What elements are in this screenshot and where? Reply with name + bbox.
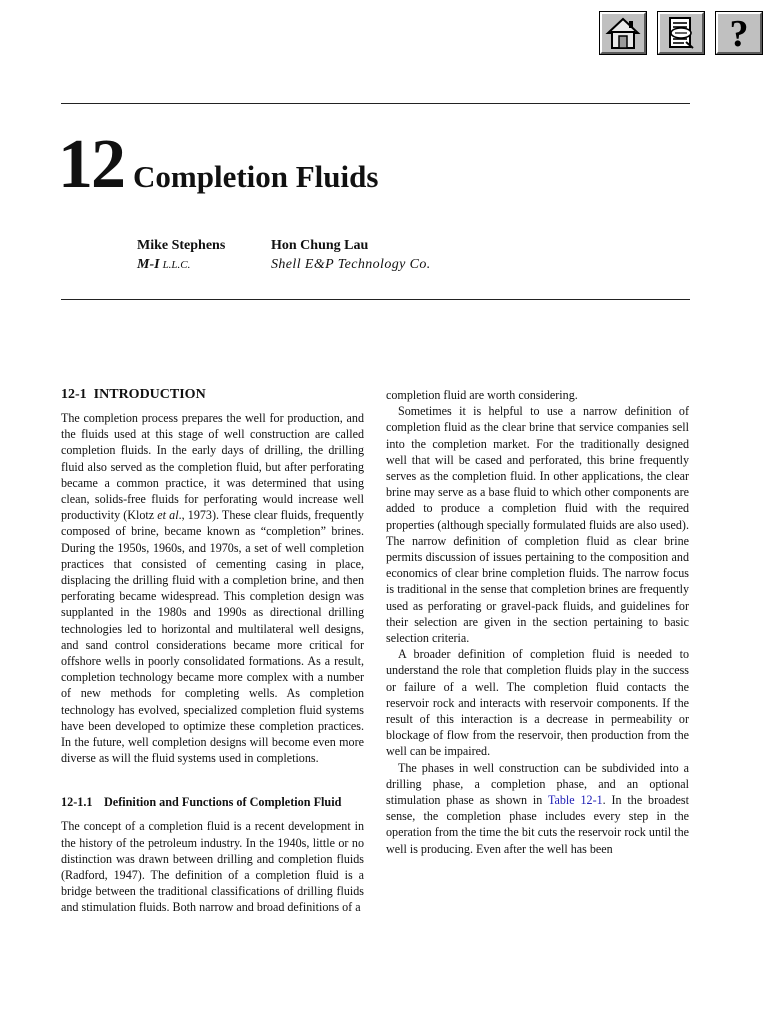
section-heading: [61, 387, 364, 403]
affiliation-suffix: L.L.C.: [162, 259, 191, 271]
help-icon: [724, 15, 754, 51]
contents-icon: [664, 15, 698, 51]
top-rule: [61, 103, 690, 104]
paragraph: A broader definition of completion fluid is needed to understand the role that completion fluids play in the success or failure of a well. The completion fluid contacts the reservoir rock and interacts with reservoir components. If the result of this interaction is a decrease in permeability or blockage of flow from the reservoir, then production from the well can be impaired.: [386, 647, 689, 759]
chapter-heading: [58, 126, 379, 203]
author-name: Mike Stephens: [137, 238, 226, 253]
paragraph: Sometimes it is helpful to use a narrow definition of completion fluid as the clear brine that service companies sell into the completion market. For the traditionally designed well that will be cased and perforated, this brine frequently serves as the completion fluid. In other applications, the clear brine may serve as a base fluid to which other components are added to produce a completion fluid with the required properties (although specially formulated fluids are also used). The narrow definition of completion fluid as clear brine permits discussion of issues pertaining to the composition and economics of clear brine completion fluids. The narrow focus is traditional in the sense that completion brines are frequently used as perforating or gravel-pack fluids, and guidelines for their selection are given in the section pertaining to basic selection criteria.: [386, 404, 689, 646]
author-2: [271, 236, 431, 274]
section-title: INTRODUCTION: [93, 387, 206, 402]
help-button[interactable]: [716, 12, 762, 54]
svg-text:?: ?: [729, 15, 749, 51]
paragraph: The concept of a completion fluid is a recent development in the history of the petroleum industry. In the 1940s, little or no distinction was drawn between drilling and completion fluids (Radford, 1947). The definition of a completion fluid is a bridge between the traditional classifications of drilling fluids and stimulation fluids. Both narrow and broad definitions of a: [61, 819, 364, 915]
paragraph: The phases in well construction can be subdivided into a drilling phase, a completion phase, and an optional stimulation phase as shown in Table 12-1. In the broadest sense, the completion phase includes every step in the operation from the time the bit cuts the reservoir rock until the well is producing. Even after the well has been: [386, 760, 689, 856]
subsection-number: 12-1.1: [61, 795, 93, 810]
contents-button[interactable]: [658, 12, 704, 54]
right-column: [386, 387, 689, 857]
table-link[interactable]: Table 12-1: [547, 793, 603, 808]
author-affiliation: Shell E&P Technology Co.: [271, 257, 431, 272]
subsection-title: Definition and Functions of Completion Fluid: [104, 795, 342, 810]
chapter-title: Completion Fluids: [133, 159, 379, 194]
header-bottom-rule: [61, 299, 690, 300]
section-number: 12-1: [61, 387, 87, 402]
subsection-heading: [61, 794, 364, 810]
navigation-toolbar: [600, 12, 762, 54]
home-button[interactable]: [600, 12, 646, 54]
home-icon: [605, 16, 641, 50]
author-affiliation: [137, 255, 225, 275]
author-1: [137, 236, 225, 275]
chapter-number: 12: [58, 126, 124, 203]
paragraph: The completion process prepares the well for production, and the fluids used at this stage of well construction are called completion fluids. In the early days of drilling, the drilling fluid also served as the completion fluid, but after perforating became a common practice, it was determined that using clean, solids-free fluids for perforating would increase well productivity (Klotz et al., 1973). These clear fluids, frequently composed of brine, became known as “completion” brines. During the 1950s, 1960s, and 1970s, a set of well completion practices that consisted of cementing casing in place, displacing the drilling fluid with a completion brine, and then perforating became widespread. This completion design was supplanted in the 1980s and 1990s as directional drilling technologies led to horizontal and multilateral well designs, and sand control considerations became more critical for offshore wells in poorly consolidated formations. As a result, completion technology became more complex with a number of new methods for completing wells. As completion technology has evolved, specialized completion fluid systems have been developed to optimize these completion practices. In the future, well completion designs will become even more diverse as will the fluid systems used in completions.: [61, 411, 364, 766]
paragraph-continuation: completion fluid are worth considering.: [386, 388, 578, 402]
affiliation-org: M-I: [137, 257, 160, 272]
author-name: Hon Chung Lau: [271, 238, 369, 253]
left-column: [61, 387, 364, 916]
